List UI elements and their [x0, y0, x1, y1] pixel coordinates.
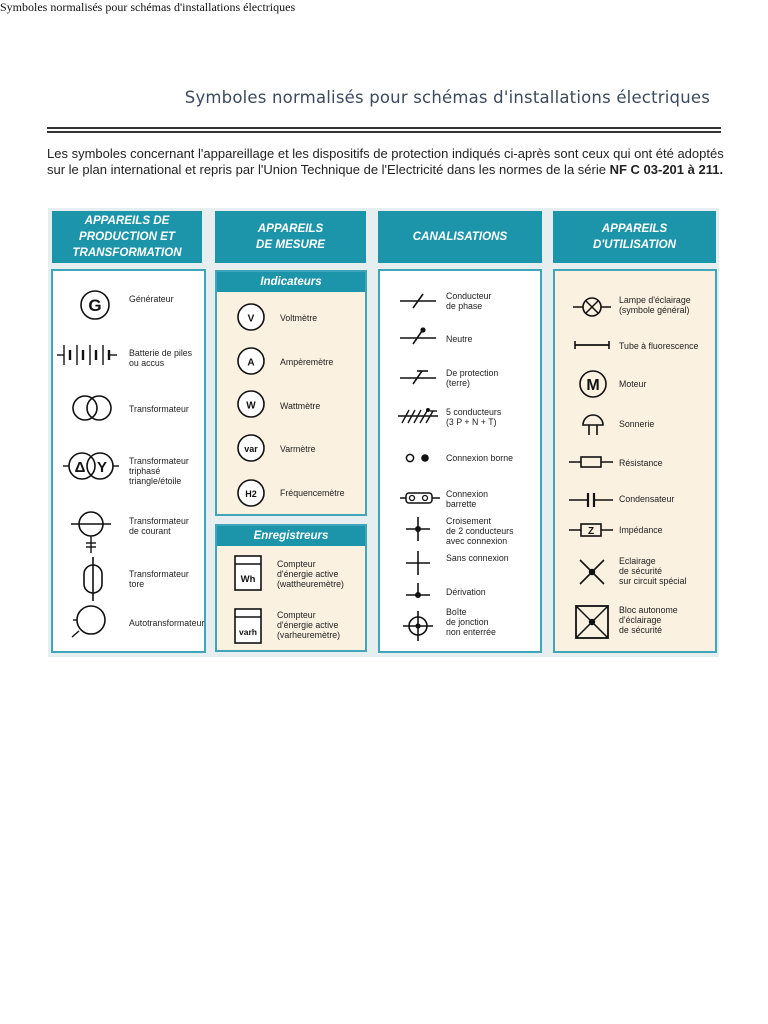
varhour-meter-icon — [234, 608, 262, 644]
emergency-light-block-label: Bloc autonome d'éclairage de sécurité — [619, 605, 678, 635]
current-transformer-icon — [71, 511, 111, 555]
wiring-column — [378, 269, 542, 653]
ammeter-symbol: A — [247, 357, 255, 369]
measurement-header: APPAREILS DE MESURE — [215, 211, 366, 263]
generator-label: Générateur — [129, 294, 174, 304]
ammeter-label: Ampèremètre — [280, 357, 334, 367]
bar-connection-label: Connexion barrette — [446, 489, 489, 509]
equipment-column — [553, 269, 717, 653]
intro-norm-reference: NF C 03-201 à 211. — [609, 161, 724, 177]
voltmeter-symbol: V — [247, 313, 255, 325]
phase-conductor-icon — [400, 293, 436, 309]
lamp-icon — [573, 295, 611, 319]
resistor-icon — [569, 455, 613, 469]
toroidal-transformer-label: Transformateur tore — [129, 569, 189, 589]
frequency-meter-icon — [236, 478, 266, 508]
neutral-icon — [400, 327, 436, 345]
wiring-header: CANALISATIONS — [378, 211, 542, 263]
battery-icon — [57, 341, 117, 369]
production-column — [51, 269, 206, 653]
terminal-connection-label: Connexion borne — [446, 453, 514, 463]
neutral-label: Neutre — [446, 334, 473, 344]
intro-text: Les symboles concernant l'appareillage et les dispositifs de protection indiqués ci-après sont ceux qui ont été adoptés sur le plan international et repris par l'Union Technique de l'Electricité dans les normes de la série — [47, 146, 724, 177]
varmeter-symbol: var — [244, 444, 258, 454]
crossing-no-connection-label: Sans connexion — [446, 553, 509, 563]
current-transformer-label: Transformateur de courant — [129, 516, 189, 536]
indicators-title: Indicateurs — [217, 272, 365, 292]
impedance-icon — [569, 522, 613, 538]
safety-lighting-icon — [578, 558, 606, 586]
document-running-header: Symboles normalisés pour schémas d'installations électriques — [0, 0, 296, 14]
intro-paragraph — [47, 146, 727, 177]
indicators-box — [215, 270, 367, 516]
star-glyph: Y — [96, 459, 108, 476]
varhour-meter-label: Compteur d'énergie active (varheuremètre) — [277, 610, 341, 640]
varmeter-icon — [236, 433, 266, 463]
toroidal-transformer-icon — [81, 557, 105, 601]
varmeter-label: Varmètre — [280, 444, 316, 454]
fluorescent-tube-label: Tube à fluorescence — [619, 341, 699, 351]
title-rule-top — [47, 127, 721, 129]
delta-glyph: Δ — [74, 459, 86, 476]
recorders-box — [215, 524, 367, 652]
recorders-title: Enregistreurs — [217, 526, 365, 546]
capacitor-label: Condensateur — [619, 494, 675, 504]
autotransformer-icon — [71, 603, 111, 637]
junction-box-icon — [403, 611, 433, 641]
impedance-label: Impédance — [619, 525, 663, 535]
autotransformer-label: Autotransformateur — [129, 618, 205, 628]
motor-label: Moteur — [619, 379, 647, 389]
resistor-label: Résistance — [619, 458, 663, 468]
three-phase-transformer-label: Transformateur triphasé triangle/étoile — [129, 456, 189, 486]
crossing-connection-icon — [406, 517, 430, 541]
junction-box-label: Boîte de jonction non enterrée — [446, 607, 496, 637]
energy-meter-symbol: Wh — [240, 574, 256, 585]
bell-icon — [581, 413, 605, 437]
frequency-meter-label: Fréquencemètre — [280, 488, 345, 498]
capacitor-icon — [569, 492, 613, 508]
bar-connection-icon — [400, 489, 440, 507]
frequency-meter-symbol: H2 — [245, 489, 257, 499]
transformer-label: Transformateur — [129, 404, 189, 414]
safety-lighting-label: Eclairage de sécurité sur circuit spécial — [619, 556, 687, 586]
equipment-header: APPAREILS D'UTILISATION — [553, 211, 716, 263]
wattmeter-icon — [236, 389, 266, 419]
crossing-no-connection-icon — [406, 551, 430, 575]
wattmeter-symbol: W — [246, 400, 256, 412]
bell-label: Sonnerie — [619, 419, 655, 429]
generator-icon — [78, 288, 112, 322]
energy-meter-icon — [234, 555, 262, 591]
impedance-glyph: Z — [587, 526, 595, 537]
voltmeter-label: Voltmètre — [280, 313, 318, 323]
voltmeter-icon — [236, 302, 266, 332]
branch-icon — [406, 583, 430, 601]
generator-glyph: G — [88, 296, 102, 315]
motor-icon — [578, 369, 608, 399]
energy-meter-label: Compteur d'énergie active (wattheuremètre) — [277, 559, 344, 589]
earth-conductor-icon — [400, 369, 436, 385]
five-conductors-icon — [398, 407, 438, 425]
title-rule-bottom — [47, 131, 721, 133]
five-conductors-label: 5 conducteurs (3 P + N + T) — [446, 407, 502, 427]
production-header: APPAREILS DE PRODUCTION ET TRANSFORMATION — [52, 211, 202, 263]
earth-conductor-label: De protection (terre) — [446, 368, 499, 388]
branch-label: Dérivation — [446, 587, 486, 597]
terminal-connection-icon — [404, 452, 432, 464]
emergency-light-block-icon — [575, 605, 609, 639]
symbols-panel — [48, 208, 719, 657]
motor-glyph: M — [586, 377, 600, 394]
lamp-label: Lampe d'éclairage (symbole général) — [619, 295, 691, 315]
crossing-connection-label: Croisement de 2 conducteurs avec connexion — [446, 516, 514, 546]
varhour-meter-symbol: varh — [239, 627, 257, 637]
fluorescent-tube-icon — [573, 339, 611, 351]
wattmeter-label: Wattmètre — [280, 401, 321, 411]
transformer-icon — [67, 393, 117, 423]
battery-label: Batterie de piles ou accus — [129, 348, 193, 368]
page-title: Symboles normalisés pour schémas d'installations électriques — [184, 88, 710, 107]
three-phase-transformer-icon — [63, 451, 123, 481]
ammeter-icon — [236, 346, 266, 376]
phase-conductor-label: Conducteur de phase — [446, 291, 492, 311]
